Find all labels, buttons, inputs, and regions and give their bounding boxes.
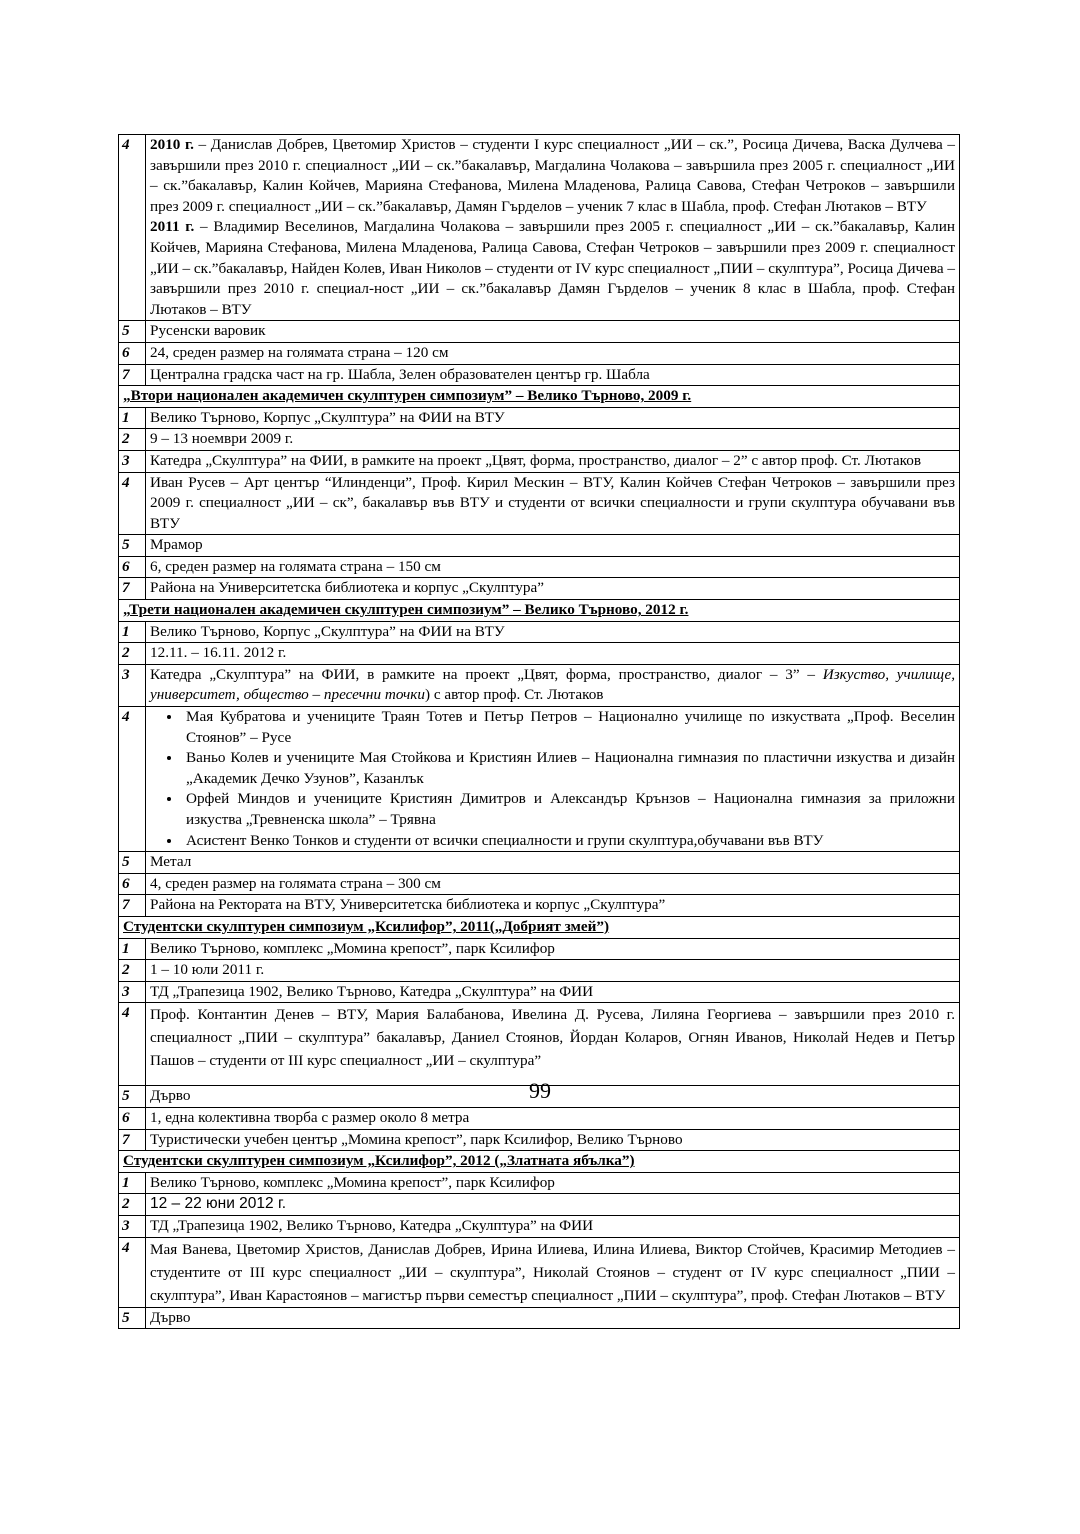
row-number: 1 — [119, 407, 146, 429]
size-cell: 4, среден размер на голямата страна – 300 см — [146, 873, 960, 895]
material-cell: Русенски варовик — [146, 321, 960, 343]
participants-cell: Иван Русев – Арт център “Илинденци”, Проф. Кирил Мескин – ВТУ, Калин Койчев Стефан Четроков – завършили през 2009 г. специалност „ИИ – ск”, бакалавър във ВТУ и студенти от всички специалности и групи скулптура обучавани във ВТУ — [146, 472, 960, 535]
participants-cell: Мая Ванева, Цветомир Христов, Данислав Добрев, Ирина Илиева, Илина Илиева, Виктор Стойчев, Красимир Методиев – студентите от III курс специалност „ИИ – скулптура”, Николай Стоянов – студент от IV курс специалност „ПИИ – скулптура”, Иван Карастоянов – магистър първи семестър специалност „ПИИ – скулптура”, проф. Стефан Лютаков – ВТУ — [146, 1237, 960, 1307]
table-row — [119, 1003, 960, 1086]
size-cell: 6, среден размер на голямата страна – 150 см — [146, 556, 960, 578]
table-row — [119, 364, 960, 386]
material-cell: Метал — [146, 852, 960, 874]
organizer-italic-text: Изкуство, училище, университет, общество – пресечни точки — [150, 665, 955, 704]
section-title: Студентски скулптурен симпозиум „Ксилифор”, 2011(„Добрият змей”) — [119, 916, 960, 938]
section-header-row — [119, 1151, 960, 1173]
row-number: 6 — [119, 873, 146, 895]
row-number: 3 — [119, 981, 146, 1003]
row-number: 1 — [119, 621, 146, 643]
row-number: 6 — [119, 342, 146, 364]
row-number: 7 — [119, 578, 146, 600]
location-cell: Туристически учебен център „Момина крепост”, парк Ксилифор, Велико Търново — [146, 1129, 960, 1151]
table-row — [119, 342, 960, 364]
location-cell: Района на Ректората на ВТУ, Университетска библиотека и корпус „Скулптура” — [146, 895, 960, 917]
table-row — [119, 981, 960, 1003]
row-number: 6 — [119, 1107, 146, 1129]
table-row — [119, 450, 960, 472]
table-row — [119, 938, 960, 960]
page-number: 99 — [529, 1078, 551, 1103]
row-number: 7 — [119, 364, 146, 386]
table-row — [119, 707, 960, 852]
participants-text: – Владимир Веселинов, Магдалина Чолакова – завършили през 2005 г. специалност „ИИ – ск.”бакалавър, Калин Койчев, Марияна Стефанова, Милена Младенова, Ралица Савова, Стефан Четроков – завършили през 2009 г. специалност „ИИ – ск.”бакалавър, Найден Колев, Иван Николов – студенти от IV курс специалност „ПИИ – скулптура”, Росица Дичева – завършили през 2010 г. специал-ност „ИИ – ск.”бакалавър Дамян Гърделов – ученик 8 клас в Шабла, проф. Стефан Лютаков – ВТУ — [150, 218, 955, 318]
organizer-text: Катедра „Скулптура” на ФИИ, в рамките на проект „Цвят, форма, пространство, диалог – 3” – — [150, 665, 823, 683]
dates-cell: 12.11. – 16.11. 2012 г. — [146, 643, 960, 665]
table-row — [119, 960, 960, 982]
location-cell: Района на Университетска библиотека и корпус „Скулптура” — [146, 578, 960, 600]
row-number: 2 — [119, 1194, 146, 1216]
row-number: 4 — [119, 707, 146, 852]
table-row — [119, 1237, 960, 1307]
table-row — [119, 1107, 960, 1129]
row-number: 3 — [119, 450, 146, 472]
row-number: 6 — [119, 556, 146, 578]
organizer-cell: ТД „Трапезица 1902, Велико Търново, Катедра „Скулптура” на ФИИ — [146, 981, 960, 1003]
row-number: 1 — [119, 1172, 146, 1194]
participants-cell — [146, 1003, 960, 1086]
size-cell: 24, среден размер на голямата страна – 120 см — [146, 342, 960, 364]
row-number: 1 — [119, 938, 146, 960]
table-row — [119, 895, 960, 917]
row-number: 4 — [119, 1003, 146, 1086]
table-row — [119, 535, 960, 557]
table-row — [119, 852, 960, 874]
organizer-text-end: ) с автор проф. Ст. Лютаков — [424, 686, 604, 704]
row-number: 4 — [119, 472, 146, 535]
row-number: 5 — [119, 321, 146, 343]
list-item: • Асистент Венко Тонков и студенти от всички специалности и групи скулптура,обучавани във ВТУ — [182, 831, 955, 852]
row-number: 4 — [119, 135, 146, 321]
table-row — [119, 643, 960, 665]
table-row — [119, 1215, 960, 1237]
section-title: „Трети национален академичен скулптурен симпозиум” – Велико Търново, 2012 г. — [119, 600, 960, 622]
list-item: • Орфей Миндов и учениците Кристиян Димитров и Александър Крънзов – Национална гимназия за приложни изкуства „Тревненска школа” – Трявна — [182, 789, 955, 830]
table-row — [119, 621, 960, 643]
table-row — [119, 1194, 960, 1216]
table-row — [119, 578, 960, 600]
list-item: • Мая Кубратова и учениците Траян Тотев и Петър Петров – Национално училище по изкуствата „Проф. Веселин Стоянов” – Русе — [182, 707, 955, 748]
row-number: 2 — [119, 643, 146, 665]
section-header-row — [119, 600, 960, 622]
table-row — [119, 1129, 960, 1151]
table-row — [119, 556, 960, 578]
venue-cell: Велико Търново, Корпус „Скулптура” на ФИИ на ВТУ — [146, 621, 960, 643]
section-header-row — [119, 916, 960, 938]
table-row — [119, 135, 960, 321]
location-cell: Централна градска част на гр. Шабла, Зелен образователен център гр. Шабла — [146, 364, 960, 386]
row-number: 5 — [119, 535, 146, 557]
row-number: 7 — [119, 1129, 146, 1151]
participants-cell — [146, 135, 960, 321]
size-cell: 1, една колективна творба с размер около 8 метра — [146, 1107, 960, 1129]
venue-cell: Велико Търново, комплекс „Момина крепост”, парк Ксилифор — [146, 1172, 960, 1194]
section-title: „Втори национален академичен скулптурен симпозиум” – Велико Търново, 2009 г. — [119, 386, 960, 408]
participants-text: Проф. Контантин Денев – ВТУ, Мария Балабанова, Ивелина Д. Русева, Лиляна Георгиева – завършили през 2010 г. специалност „ПИИ – скулптура” бакалавър, Даниел Стоянов, Йордан Коларов, Огнян Иванов, Николай Недев и Петър Пашов – студенти от III курс специалност „ИИ – скулптура” — [150, 1006, 955, 1070]
row-number: 3 — [119, 1215, 146, 1237]
participants-list — [150, 707, 955, 851]
list-item: • Ваньо Колев и учениците Мая Стойкова и Кристиян Илиев – Национална гимназия по пластични изкуства и дизайн „Академик Дечко Узунов”, Казанлък — [182, 748, 955, 789]
table-row — [119, 664, 960, 706]
row-number: 3 — [119, 664, 146, 706]
row-number: 2 — [119, 429, 146, 451]
table-row — [119, 429, 960, 451]
material-cell: Дърво — [146, 1307, 960, 1329]
table-row — [119, 472, 960, 535]
venue-cell: Велико Търново, комплекс „Момина крепост”, парк Ксилифор — [146, 938, 960, 960]
table-row — [119, 407, 960, 429]
table-row — [119, 321, 960, 343]
row-number: 5 — [119, 852, 146, 874]
row-number: 7 — [119, 895, 146, 917]
dates-cell: 12 – 22 юни 2012 г. — [146, 1194, 960, 1216]
organizer-cell — [146, 664, 960, 706]
venue-cell: Велико Търново, Корпус „Скулптура” на ФИИ на ВТУ — [146, 407, 960, 429]
row-number: 5 — [119, 1307, 146, 1329]
organizer-cell: Катедра „Скулптура” на ФИИ, в рамките на проект „Цвят, форма, пространство, диалог – 2” с автор проф. Ст. Лютаков — [146, 450, 960, 472]
row-number: 5 — [119, 1086, 146, 1108]
row-number: 4 — [119, 1237, 146, 1307]
organizer-cell: ТД „Трапезица 1902, Велико Търново, Катедра „Скулптура” на ФИИ — [146, 1215, 960, 1237]
row-number: 2 — [119, 960, 146, 982]
table-row — [119, 873, 960, 895]
dates-cell: 9 – 13 ноември 2009 г. — [146, 429, 960, 451]
material-cell: Дърво — [146, 1086, 960, 1108]
section-header-row — [119, 386, 960, 408]
table-row — [119, 1307, 960, 1329]
participants-cell — [146, 707, 960, 852]
dates-cell: 1 – 10 юли 2011 г. — [146, 960, 960, 982]
year-label: 2010 г. — [150, 136, 194, 153]
material-cell: Мрамор — [146, 535, 960, 557]
table-row — [119, 1172, 960, 1194]
symposium-table — [118, 134, 960, 1329]
participants-text: – Данислав Добрев, Цветомир Христов – студенти I курс специалност „ИИ – ск.”, Росица Дичева, Васка Дулчева – завършили през 2010 г. специалност „ИИ – ск.”бакалавър, Магдалина Чолакова – завършила през 2005 г. специалност „ИИ – ск.”бакалавър, Калин Койчев, Марияна Стефанова, Милена Младенова, Ралица Савова, Стефан Четроков – завършили през 2009 г. специалност „ИИ – ск.”бакалавър, Дамян Гърделов – ученик 7 клас в Шабла, проф. Стефан Лютаков – ВТУ — [150, 136, 955, 215]
year-label: 2011 г. — [150, 218, 195, 236]
document-page — [118, 134, 960, 1329]
section-title: Студентски скулптурен симпозиум „Ксилифор”, 2012 („Златната ябълка”) — [119, 1151, 960, 1173]
